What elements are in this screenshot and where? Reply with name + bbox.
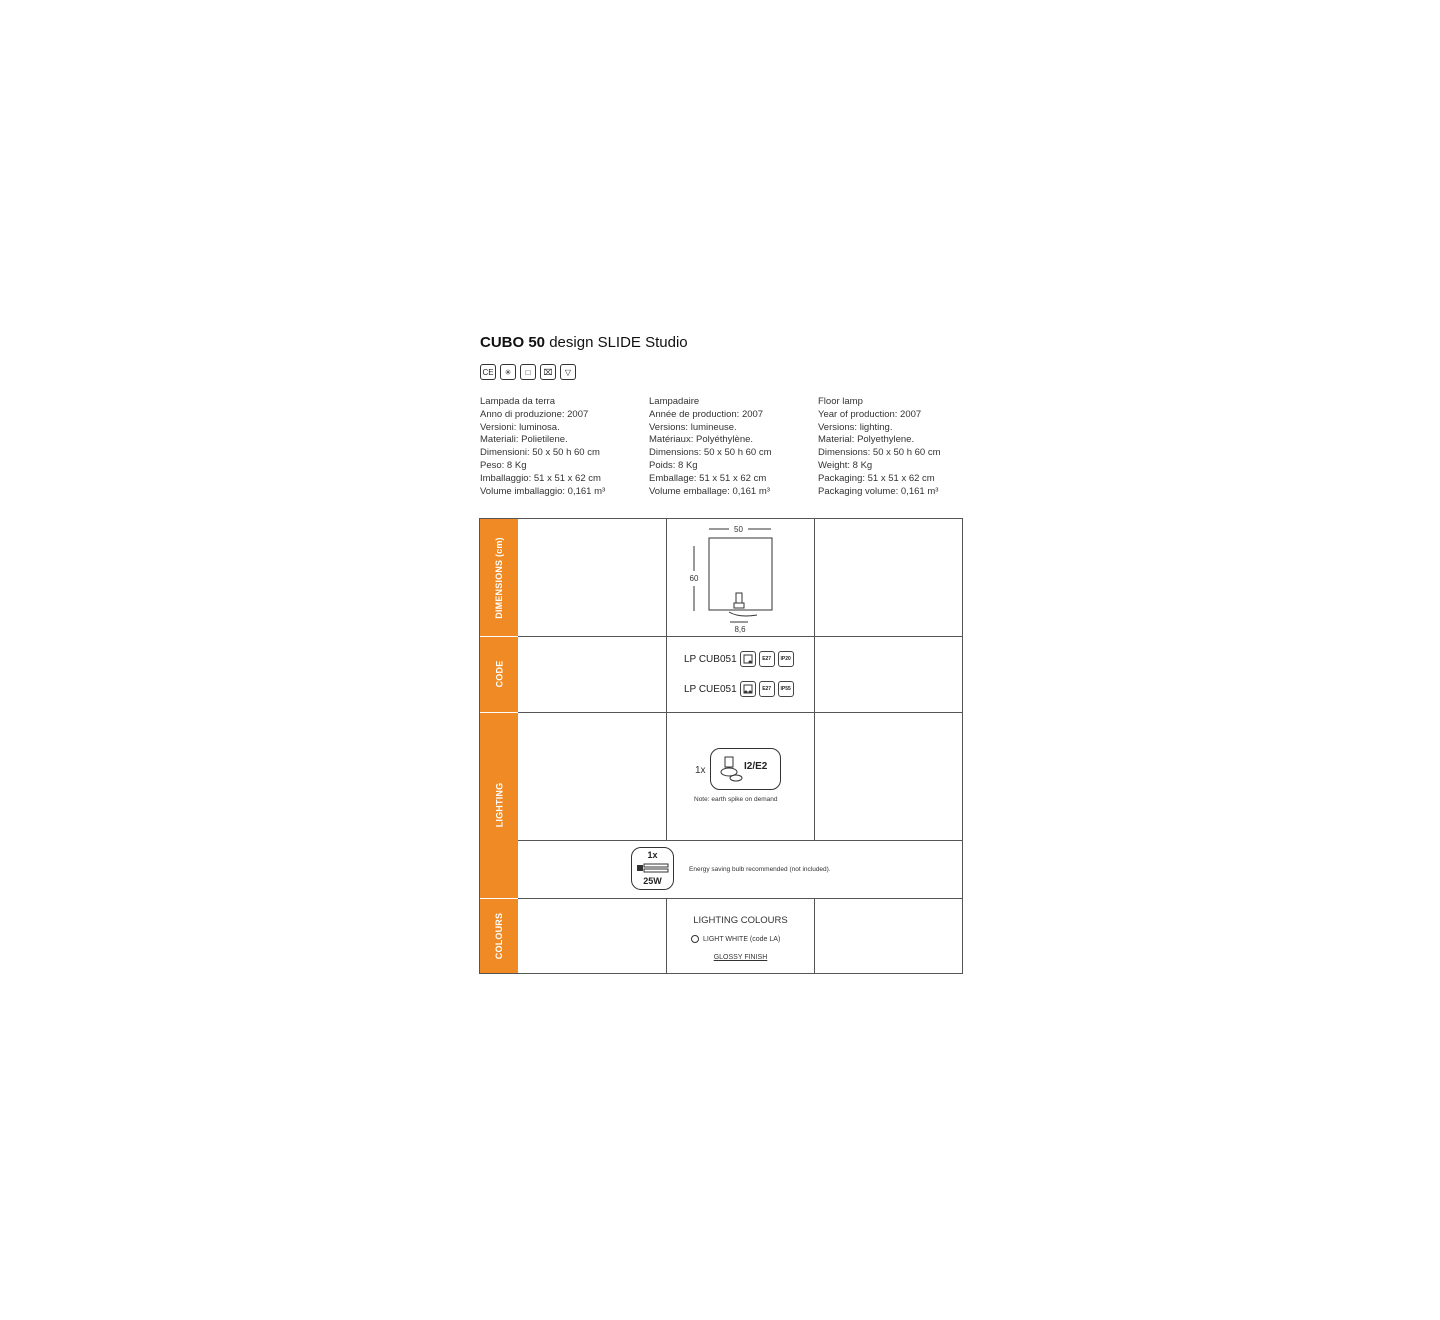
finish-label: GLOSSY FINISH: [713, 954, 768, 961]
lighting-note: Note: earth spike on demand: [694, 796, 778, 803]
bulb-badge: [631, 847, 674, 890]
spec-line: Versions: lumineuse.: [649, 421, 737, 433]
spec-line: Dimensions: 50 x 50 h 60 cm: [818, 447, 941, 459]
spec-line: Volume emballage: 0,161 m³: [649, 485, 770, 497]
spec-line: Floor lamp: [818, 396, 863, 407]
spec-line: Peso: 8 Kg: [480, 459, 527, 471]
bulb-qty: 1x: [647, 850, 658, 860]
base-label: 8,6: [734, 625, 746, 634]
spec-line: Material: Polyethylene.: [818, 434, 915, 446]
spec-line: Année de production: 2007: [649, 408, 764, 420]
spec-line: Dimensioni: 50 x 50 h 60 cm: [480, 447, 600, 459]
ip-rating-icon: ✳: [500, 364, 516, 380]
spec-line: Volume imballaggio: 0,161 m³: [480, 485, 606, 497]
f-mark-icon: ▽: [560, 364, 576, 380]
product-name: CUBO 50: [480, 334, 546, 351]
lighting-qty: 1x: [695, 765, 706, 776]
section-code: CODE: [494, 660, 504, 688]
spec-line: Packaging volume: 0,161 m³: [818, 485, 939, 497]
bulb-watt: 25W: [643, 876, 662, 886]
bulb-socket-icon: E27: [759, 651, 775, 667]
weee-bin-icon: ⌧: [540, 364, 556, 380]
specs-french: [649, 396, 772, 498]
colour-option-label: LIGHT WHITE (code LA): [703, 935, 781, 943]
spec-line: Emballage: 51 x 51 x 62 cm: [649, 472, 767, 484]
spec-line: Materiali: Polietilene.: [480, 434, 568, 446]
energy-bulb-icon: [636, 862, 670, 874]
spec-line: Year of production: 2007: [818, 408, 922, 420]
section-dimensions: DIMENSIONS (cm): [494, 536, 505, 619]
bulb-socket-icon: E27: [759, 681, 775, 697]
colour-option: [691, 935, 780, 943]
spec-line: Lampadaire: [649, 396, 700, 407]
code-row: [684, 651, 794, 667]
spec-line: Poids: 8 Kg: [649, 459, 698, 471]
designer-credit: design SLIDE Studio: [549, 334, 688, 351]
specs-italian: [480, 396, 605, 498]
product-code: LP CUB051: [684, 653, 737, 665]
ip-rating-icon: IP20: [778, 651, 794, 667]
product-title: [480, 334, 688, 351]
width-label: 50: [734, 525, 743, 534]
radio-circle-icon: [691, 935, 699, 943]
spec-line: Versioni: luminosa.: [480, 421, 560, 433]
bulb-note: Energy saving bulb recommended (not included).: [689, 866, 831, 873]
cable-class: I2/E2: [744, 761, 768, 772]
certification-icons: [480, 364, 576, 380]
cable-class-box: [710, 748, 781, 790]
spec-line: Dimensions: 50 x 50 h 60 cm: [649, 447, 772, 459]
colours-title: LIGHTING COLOURS: [693, 915, 788, 926]
lamp-type-icon: [740, 651, 756, 667]
spec-grid: [479, 518, 963, 974]
code-row: [684, 681, 794, 697]
spec-line: Packaging: 51 x 51 x 62 cm: [818, 472, 935, 484]
product-code: LP CUE051: [684, 683, 737, 695]
height-label: 60: [689, 574, 699, 583]
spec-line: Anno di produzione: 2007: [480, 408, 589, 420]
section-lighting: LIGHTING: [494, 782, 505, 828]
specs-english: [818, 396, 941, 498]
lamp-type-icon: [740, 681, 756, 697]
spec-line: Imballaggio: 51 x 51 x 62 cm: [480, 472, 601, 484]
spec-line: Weight: 8 Kg: [818, 459, 873, 471]
section-colours: COLOURS: [494, 912, 504, 960]
double-insulation-icon: □: [520, 364, 536, 380]
ce-mark-icon: CE: [480, 364, 496, 380]
dimension-drawing: [667, 519, 813, 636]
spec-line: Lampada da terra: [480, 396, 555, 407]
spec-line: Versions: lighting.: [818, 421, 893, 433]
ip-rating-icon: IP55: [778, 681, 794, 697]
lamp-base-icon: [716, 754, 744, 784]
spec-line: Matériaux: Polyéthylène.: [649, 434, 754, 446]
